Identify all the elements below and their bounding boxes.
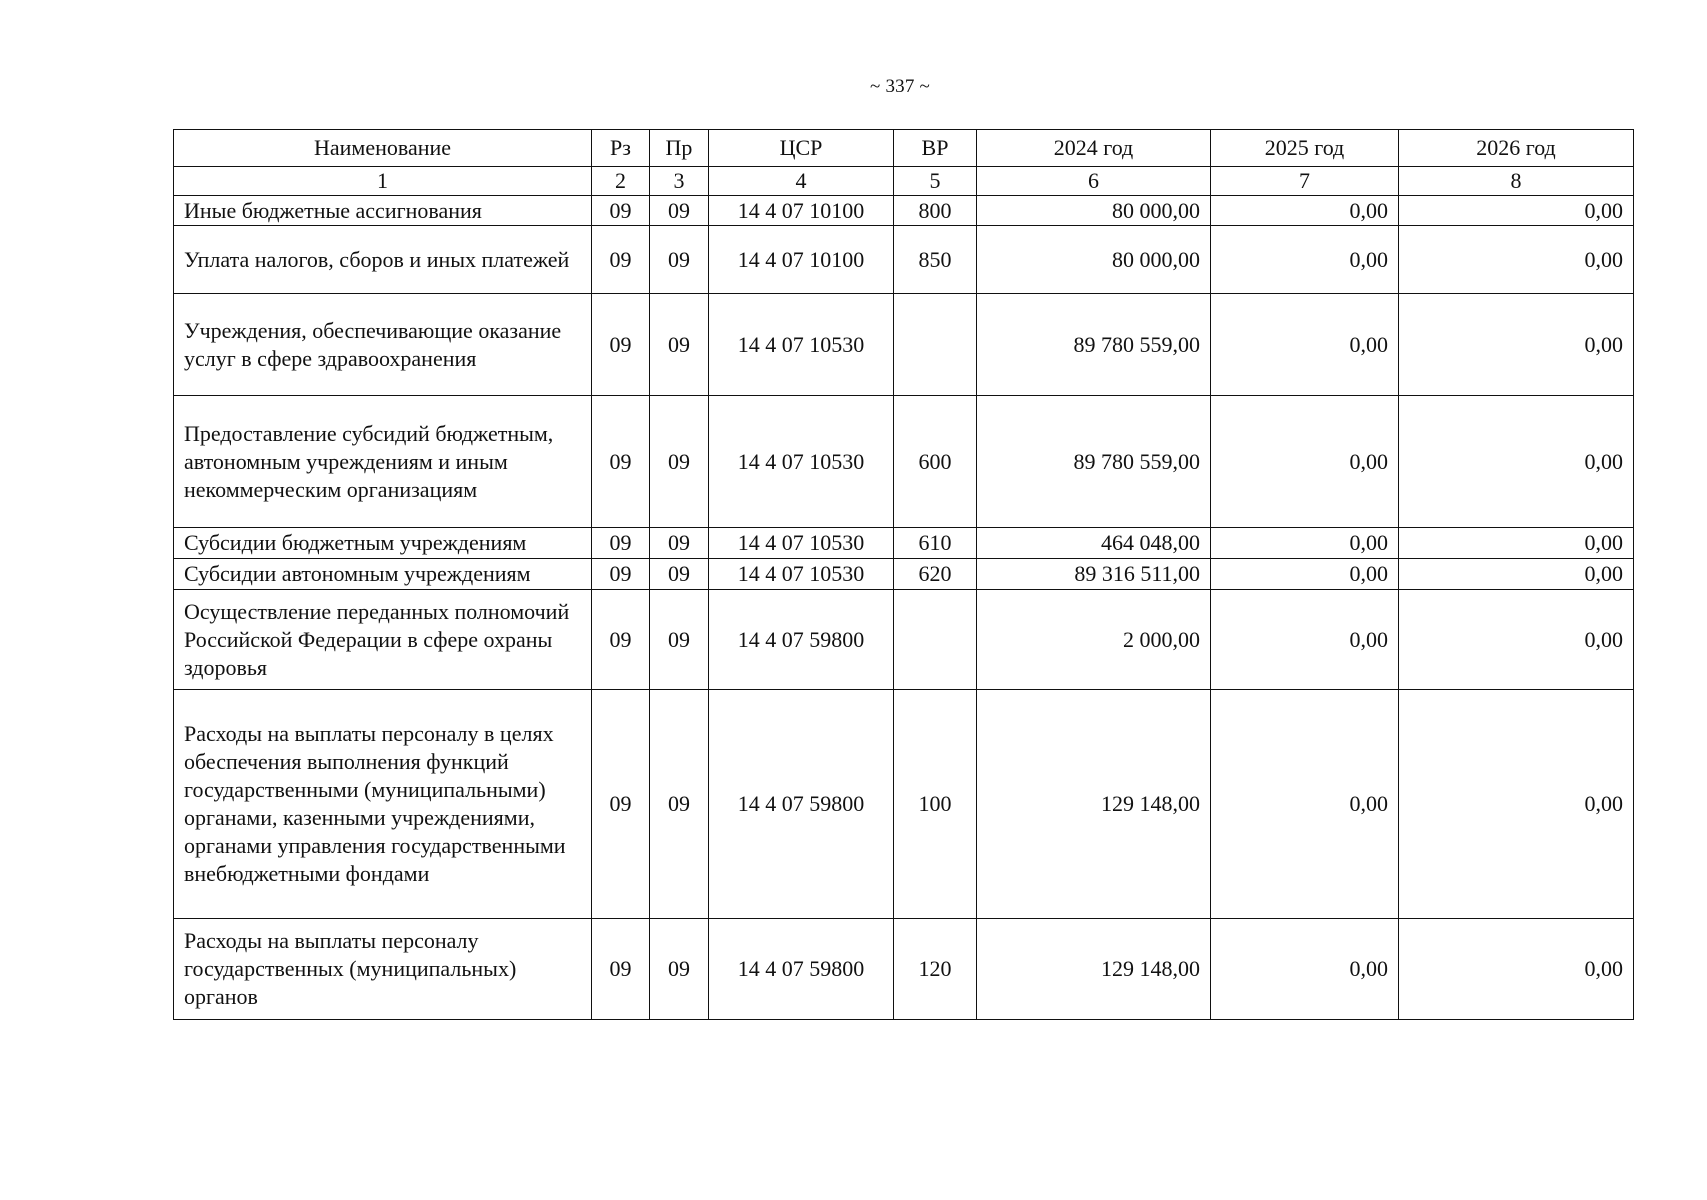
table-row <box>174 690 1634 919</box>
row-pr: 09 <box>650 559 709 590</box>
table-row <box>174 226 1634 294</box>
row-vr: 610 <box>894 528 977 559</box>
row-vr: 800 <box>894 196 977 226</box>
row-pr: 09 <box>650 919 709 1020</box>
row-pr: 09 <box>650 226 709 294</box>
column-number-row <box>174 167 1634 196</box>
row-2025: 0,00 <box>1211 196 1399 226</box>
row-vr: 620 <box>894 559 977 590</box>
row-rz: 09 <box>592 294 650 396</box>
row-rz: 09 <box>592 559 650 590</box>
row-2024: 89 316 511,00 <box>977 559 1211 590</box>
row-2024: 2 000,00 <box>977 590 1211 690</box>
header-2025: 2025 год <box>1211 130 1399 167</box>
row-rz: 09 <box>592 590 650 690</box>
row-name: Субсидии автономным учреждениям <box>174 559 592 590</box>
row-pr: 09 <box>650 590 709 690</box>
row-2026: 0,00 <box>1399 196 1634 226</box>
header-rz: Рз <box>592 130 650 167</box>
row-pr: 09 <box>650 690 709 919</box>
table-row <box>174 559 1634 590</box>
row-2025: 0,00 <box>1211 919 1399 1020</box>
row-2024: 129 148,00 <box>977 690 1211 919</box>
row-2024: 89 780 559,00 <box>977 294 1211 396</box>
table-header-row <box>174 130 1634 167</box>
row-csr: 14 4 07 10530 <box>709 396 894 528</box>
row-2025: 0,00 <box>1211 226 1399 294</box>
row-name: Субсидии бюджетным учреждениям <box>174 528 592 559</box>
row-2025: 0,00 <box>1211 590 1399 690</box>
row-rz: 09 <box>592 690 650 919</box>
row-vr <box>894 590 977 690</box>
row-rz: 09 <box>592 196 650 226</box>
row-name: Иные бюджетные ассигнования <box>174 196 592 226</box>
row-2026: 0,00 <box>1399 294 1634 396</box>
header-vr: ВР <box>894 130 977 167</box>
table-row <box>174 196 1634 226</box>
row-2026: 0,00 <box>1399 919 1634 1020</box>
row-vr: 600 <box>894 396 977 528</box>
row-2026: 0,00 <box>1399 528 1634 559</box>
row-2025: 0,00 <box>1211 528 1399 559</box>
row-2024: 464 048,00 <box>977 528 1211 559</box>
column-number: 6 <box>977 167 1211 196</box>
row-csr: 14 4 07 10530 <box>709 294 894 396</box>
row-name: Учреждения, обеспечивающие оказание услуг в сфере здравоохранения <box>174 294 592 396</box>
row-2026: 0,00 <box>1399 559 1634 590</box>
row-2024: 129 148,00 <box>977 919 1211 1020</box>
row-2024: 80 000,00 <box>977 196 1211 226</box>
column-number: 3 <box>650 167 709 196</box>
table-row <box>174 396 1634 528</box>
header-name: Наименование <box>174 130 592 167</box>
row-name: Уплата налогов, сборов и иных платежей <box>174 226 592 294</box>
table-row <box>174 590 1634 690</box>
row-2025: 0,00 <box>1211 396 1399 528</box>
row-pr: 09 <box>650 396 709 528</box>
row-vr: 100 <box>894 690 977 919</box>
row-2025: 0,00 <box>1211 294 1399 396</box>
row-2026: 0,00 <box>1399 590 1634 690</box>
column-number: 4 <box>709 167 894 196</box>
header-2026: 2026 год <box>1399 130 1634 167</box>
table-row <box>174 294 1634 396</box>
row-csr: 14 4 07 10100 <box>709 196 894 226</box>
row-rz: 09 <box>592 528 650 559</box>
table-row <box>174 919 1634 1020</box>
column-number: 8 <box>1399 167 1634 196</box>
header-2024: 2024 год <box>977 130 1211 167</box>
budget-table <box>173 129 1634 1020</box>
row-2026: 0,00 <box>1399 226 1634 294</box>
row-csr: 14 4 07 10530 <box>709 559 894 590</box>
column-number: 1 <box>174 167 592 196</box>
row-rz: 09 <box>592 396 650 528</box>
header-pr: Пр <box>650 130 709 167</box>
row-csr: 14 4 07 59800 <box>709 919 894 1020</box>
row-csr: 14 4 07 59800 <box>709 590 894 690</box>
row-name: Расходы на выплаты персоналу государственных (муниципальных) органов <box>174 919 592 1020</box>
row-csr: 14 4 07 59800 <box>709 690 894 919</box>
row-vr: 120 <box>894 919 977 1020</box>
row-name: Предоставление субсидий бюджетным, автономным учреждениям и иным некоммерческим организациям <box>174 396 592 528</box>
table-row <box>174 528 1634 559</box>
row-csr: 14 4 07 10530 <box>709 528 894 559</box>
row-vr <box>894 294 977 396</box>
row-vr: 850 <box>894 226 977 294</box>
row-pr: 09 <box>650 528 709 559</box>
row-pr: 09 <box>650 294 709 396</box>
column-number: 7 <box>1211 167 1399 196</box>
header-csr: ЦСР <box>709 130 894 167</box>
page-number: ~ 337 ~ <box>870 76 930 97</box>
row-pr: 09 <box>650 196 709 226</box>
row-2024: 80 000,00 <box>977 226 1211 294</box>
row-name: Осуществление переданных полномочий Российской Федерации в сфере охраны здоровья <box>174 590 592 690</box>
row-2025: 0,00 <box>1211 559 1399 590</box>
row-2026: 0,00 <box>1399 396 1634 528</box>
row-name: Расходы на выплаты персоналу в целях обеспечения выполнения функций государственными (муниципальными) органами, казенными учреждениями, органами управления государственными внебюджетными фондами <box>174 690 592 919</box>
row-2026: 0,00 <box>1399 690 1634 919</box>
column-number: 2 <box>592 167 650 196</box>
row-rz: 09 <box>592 226 650 294</box>
row-2025: 0,00 <box>1211 690 1399 919</box>
row-2024: 89 780 559,00 <box>977 396 1211 528</box>
row-rz: 09 <box>592 919 650 1020</box>
column-number: 5 <box>894 167 977 196</box>
row-csr: 14 4 07 10100 <box>709 226 894 294</box>
